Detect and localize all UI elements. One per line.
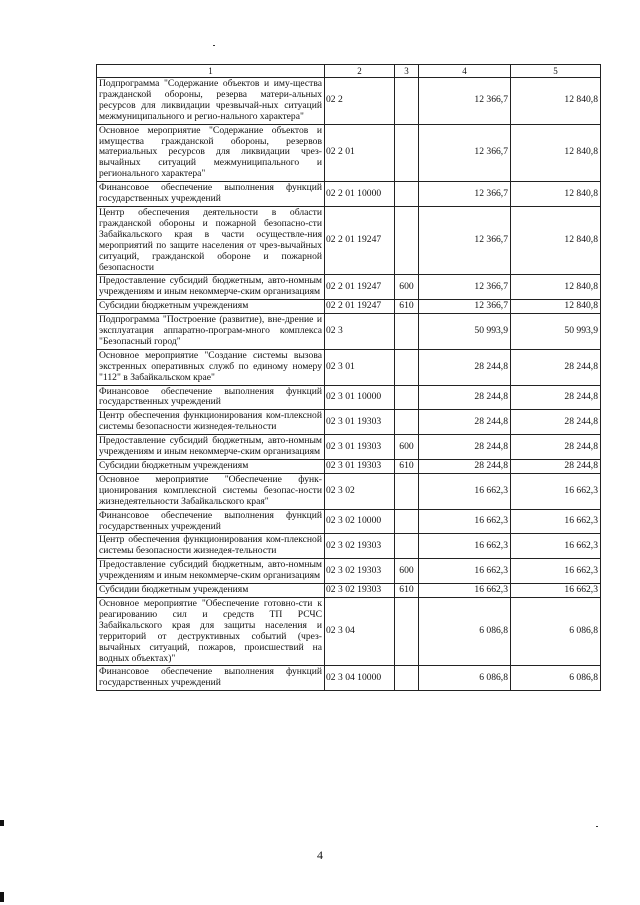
row-code: 02 2 01 19247 (325, 300, 395, 314)
table-row (97, 275, 601, 300)
row-name: Основное мероприятие "Содержание объектов и имущества гражданской обороны, резервов материальных ресурсов для ликвидации чрез-вычайных ситуаций межмуниципального и регионального характера" (97, 124, 325, 182)
row-code: 02 3 02 19303 (325, 559, 395, 584)
row-expense-type (395, 385, 419, 410)
row-name: Финансовое обеспечение выполнения функций государственных учреждений (97, 666, 325, 691)
row-value-year-2: 12 840,8 (511, 124, 601, 182)
row-value-year-2: 28 244,8 (511, 410, 601, 435)
row-name: Основное мероприятие "Обеспечение готовно-сти к реагированию сил и средств ТП РСЧС Забайкальского края для защиты населения и территорий от деструктивных событий (чрез-вычайных ситуаций, пожаров, происшествий на водных объектах)" (97, 597, 325, 665)
row-name: Субсидии бюджетным учреждениям (97, 584, 325, 598)
header-row (97, 65, 601, 78)
row-name: Подпрограмма "Содержание объектов и иму-щества гражданской обороны, резерва матери-альных ресурсов для ликвидации чрезвычай-ных ситуаций межмуниципального и регио-нального характера" (97, 78, 325, 125)
row-value-year-1: 16 662,3 (419, 559, 511, 584)
table-row (97, 78, 601, 125)
scan-speck (213, 45, 215, 46)
budget-table (96, 64, 601, 691)
row-code: 02 3 01 (325, 349, 395, 385)
row-code: 02 3 (325, 314, 395, 350)
row-expense-type: 600 (395, 435, 419, 460)
row-expense-type (395, 534, 419, 559)
row-name: Подпрограмма "Построение (развитие), вне-дрение и эксплуатация аппаратно-програм-много комплекса "Безопасный город" (97, 314, 325, 350)
col-header: 2 (325, 65, 395, 78)
row-value-year-1: 12 366,7 (419, 275, 511, 300)
table-row (97, 314, 601, 350)
row-value-year-2: 6 086,8 (511, 666, 601, 691)
row-value-year-1: 12 366,7 (419, 182, 511, 207)
row-code: 02 3 01 19303 (325, 435, 395, 460)
row-value-year-1: 28 244,8 (419, 349, 511, 385)
row-value-year-2: 6 086,8 (511, 597, 601, 665)
row-value-year-2: 12 840,8 (511, 78, 601, 125)
row-code: 02 3 01 19303 (325, 460, 395, 474)
row-value-year-1: 16 662,3 (419, 584, 511, 598)
table-row (97, 385, 601, 410)
row-value-year-1: 12 366,7 (419, 78, 511, 125)
row-expense-type: 610 (395, 584, 419, 598)
table-row (97, 460, 601, 474)
row-name: Предоставление субсидий бюджетным, авто-номным учреждениям и иным некоммерче-ским организациям (97, 275, 325, 300)
table-row (97, 509, 601, 534)
row-value-year-2: 16 662,3 (511, 473, 601, 509)
table-row (97, 559, 601, 584)
row-value-year-2: 12 840,8 (511, 206, 601, 274)
row-value-year-2: 16 662,3 (511, 509, 601, 534)
scan-edge-mark (0, 820, 4, 826)
row-value-year-1: 28 244,8 (419, 435, 511, 460)
row-value-year-2: 16 662,3 (511, 534, 601, 559)
col-header: 5 (511, 65, 601, 78)
table-row (97, 584, 601, 598)
row-name: Центр обеспечения функционирования ком-плексной системы безопасности жизнедея-тельности (97, 534, 325, 559)
row-name: Финансовое обеспечение выполнения функций государственных учреждений (97, 182, 325, 207)
row-expense-type: 610 (395, 300, 419, 314)
row-name: Предоставление субсидий бюджетным, авто-номным учреждениям и иным некоммерче-ским организациям (97, 435, 325, 460)
table-row (97, 473, 601, 509)
scan-edge-mark (0, 892, 4, 902)
row-code: 02 2 01 (325, 124, 395, 182)
row-value-year-1: 6 086,8 (419, 597, 511, 665)
col-header: 1 (97, 65, 325, 78)
row-value-year-2: 12 840,8 (511, 182, 601, 207)
row-expense-type: 610 (395, 460, 419, 474)
row-name: Финансовое обеспечение выполнения функций государственных учреждений (97, 385, 325, 410)
row-name: Центр обеспечения деятельности в области гражданской обороны и пожарной безопасно-сти Забайкальского края в части осуществле-ния мероприятий по защите населения от чрез-вычайных ситуаций, гражданской обороне и пожарной безопасности (97, 206, 325, 274)
row-value-year-1: 16 662,3 (419, 534, 511, 559)
table-row (97, 124, 601, 182)
row-expense-type (395, 666, 419, 691)
row-value-year-1: 16 662,3 (419, 473, 511, 509)
row-expense-type (395, 124, 419, 182)
row-value-year-1: 50 993,9 (419, 314, 511, 350)
row-code: 02 3 02 (325, 473, 395, 509)
table-row (97, 182, 601, 207)
row-value-year-1: 12 366,7 (419, 124, 511, 182)
row-code: 02 2 01 19247 (325, 206, 395, 274)
row-code: 02 2 (325, 78, 395, 125)
row-expense-type (395, 182, 419, 207)
table-row (97, 534, 601, 559)
row-code: 02 3 01 10000 (325, 385, 395, 410)
scan-speck (596, 826, 598, 827)
row-expense-type (395, 78, 419, 125)
row-expense-type: 600 (395, 559, 419, 584)
row-name: Центр обеспечения функционирования ком-плексной системы безопасности жизнедея-тельности (97, 410, 325, 435)
table-row (97, 300, 601, 314)
row-value-year-1: 12 366,7 (419, 206, 511, 274)
row-value-year-2: 16 662,3 (511, 559, 601, 584)
table-row (97, 410, 601, 435)
row-code: 02 3 04 10000 (325, 666, 395, 691)
row-expense-type (395, 597, 419, 665)
row-name: Субсидии бюджетным учреждениям (97, 460, 325, 474)
row-value-year-1: 12 366,7 (419, 300, 511, 314)
row-value-year-2: 12 840,8 (511, 275, 601, 300)
row-code: 02 3 01 19303 (325, 410, 395, 435)
table-body (97, 78, 601, 691)
table-row (97, 206, 601, 274)
row-value-year-2: 28 244,8 (511, 349, 601, 385)
page-number: 4 (317, 848, 323, 862)
row-value-year-1: 28 244,8 (419, 410, 511, 435)
row-value-year-2: 28 244,8 (511, 385, 601, 410)
row-expense-type: 600 (395, 275, 419, 300)
table-row (97, 435, 601, 460)
row-expense-type (395, 473, 419, 509)
row-name: Основное мероприятие "Создание системы вызова экстренных оперативных служб по единому номеру "112" в Забайкальском крае" (97, 349, 325, 385)
row-code: 02 3 02 19303 (325, 534, 395, 559)
row-expense-type (395, 206, 419, 274)
row-value-year-2: 50 993,9 (511, 314, 601, 350)
row-value-year-1: 28 244,8 (419, 460, 511, 474)
row-expense-type (395, 410, 419, 435)
row-value-year-2: 12 840,8 (511, 300, 601, 314)
row-value-year-1: 16 662,3 (419, 509, 511, 534)
row-code: 02 3 02 10000 (325, 509, 395, 534)
row-name: Субсидии бюджетным учреждениям (97, 300, 325, 314)
row-code: 02 2 01 19247 (325, 275, 395, 300)
row-code: 02 3 04 (325, 597, 395, 665)
row-name: Предоставление субсидий бюджетным, авто-номным учреждениям и иным некоммерче-ским организациям (97, 559, 325, 584)
row-name: Финансовое обеспечение выполнения функций государственных учреждений (97, 509, 325, 534)
row-expense-type (395, 509, 419, 534)
row-value-year-1: 28 244,8 (419, 385, 511, 410)
col-header: 3 (395, 65, 419, 78)
row-expense-type (395, 349, 419, 385)
table-row (97, 666, 601, 691)
row-code: 02 3 02 19303 (325, 584, 395, 598)
row-expense-type (395, 314, 419, 350)
row-value-year-2: 28 244,8 (511, 460, 601, 474)
table-row (97, 349, 601, 385)
row-code: 02 2 01 10000 (325, 182, 395, 207)
table-row (97, 597, 601, 665)
row-value-year-2: 16 662,3 (511, 584, 601, 598)
col-header: 4 (419, 65, 511, 78)
row-value-year-1: 6 086,8 (419, 666, 511, 691)
row-name: Основное мероприятие "Обеспечение функ-ционирования комплексной системы безопас-ности жизнедеятельности Забайкальского края" (97, 473, 325, 509)
row-value-year-2: 28 244,8 (511, 435, 601, 460)
